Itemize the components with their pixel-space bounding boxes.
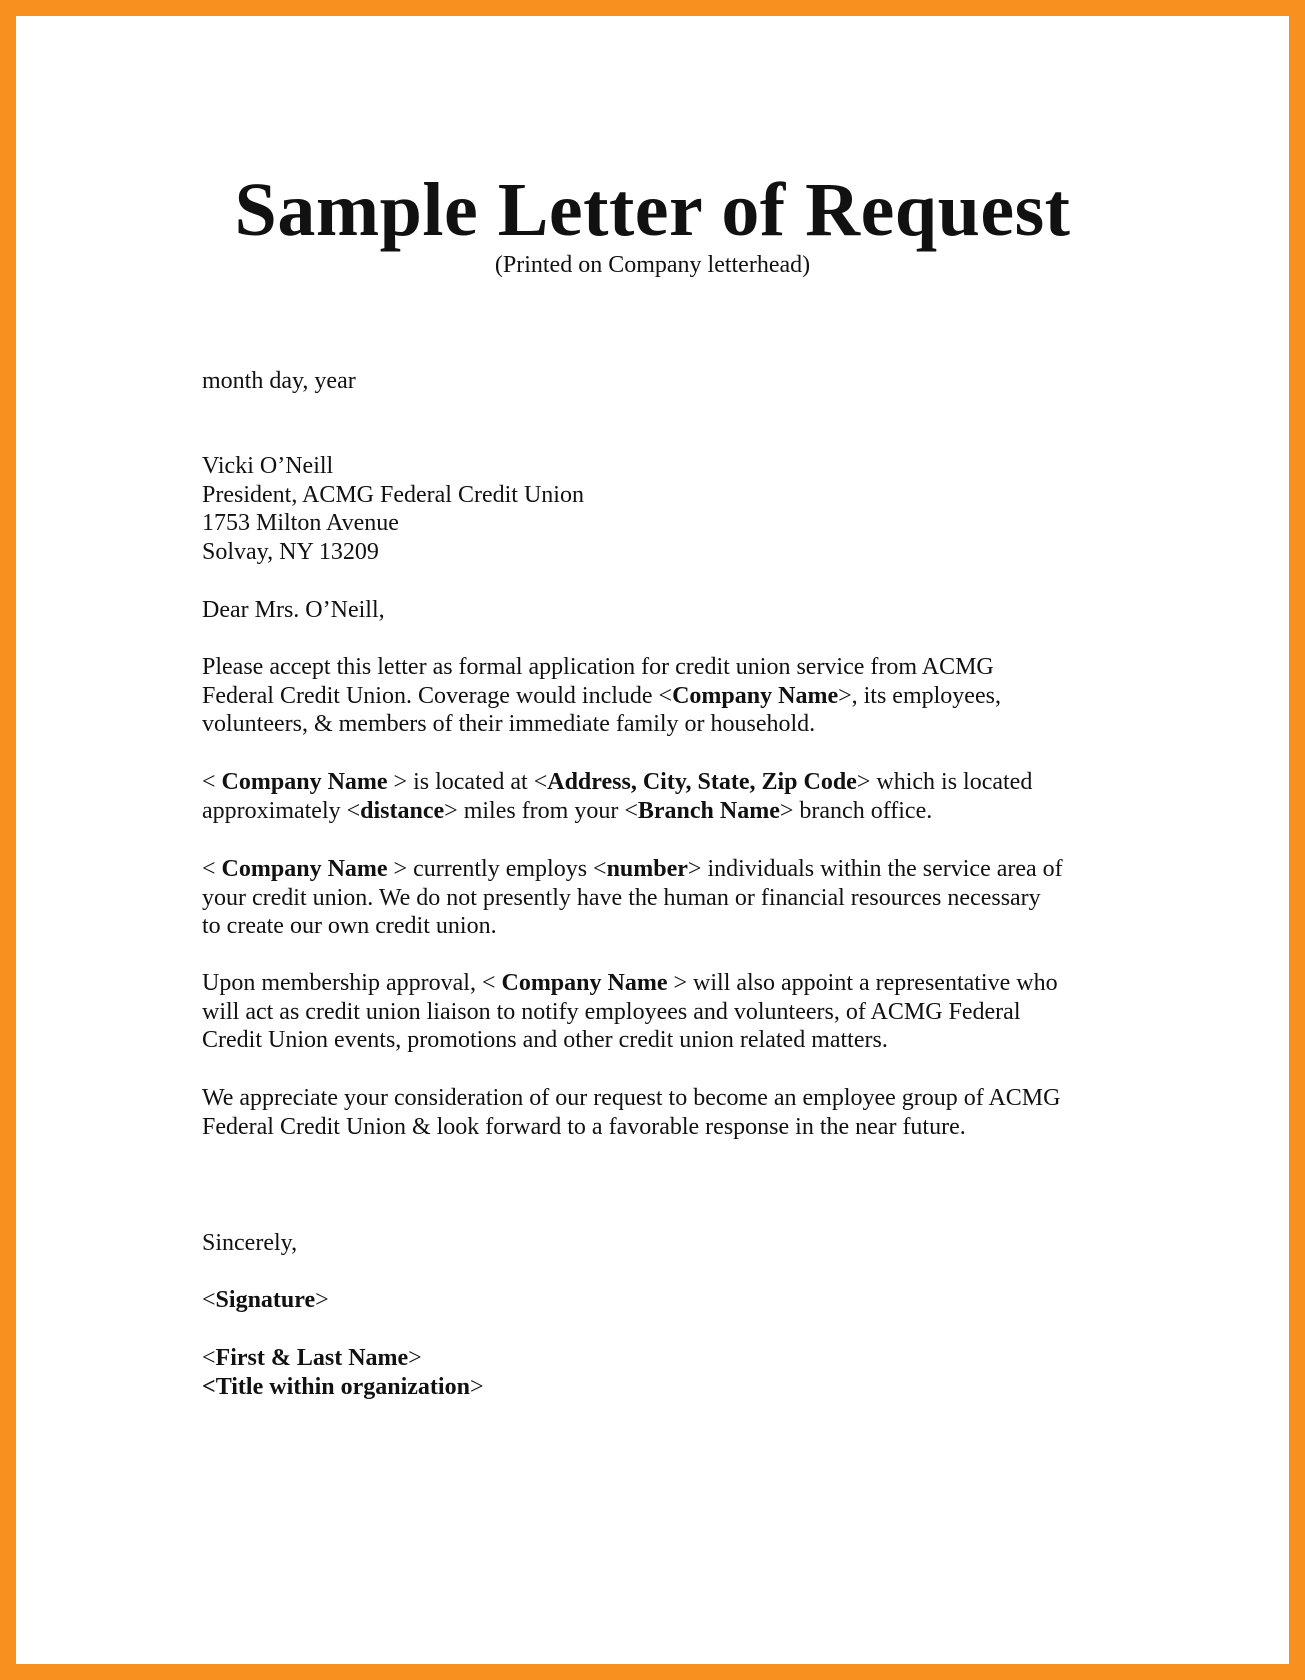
text-run: > bbox=[408, 1345, 422, 1371]
text-run: < bbox=[202, 1345, 216, 1371]
paragraph-representative bbox=[202, 969, 1058, 1055]
text-run: Federal Credit Union. Coverage would include < bbox=[202, 682, 673, 709]
paragraph-line bbox=[202, 969, 1058, 998]
paragraph-line: volunteers, & members of their immediate family or household. bbox=[202, 711, 816, 738]
letter-title: Sample Letter of Request bbox=[234, 168, 1071, 252]
text-run: >, its employees, bbox=[838, 682, 1001, 709]
paragraph-appreciation bbox=[202, 1084, 1060, 1141]
sender-name-placeholder bbox=[202, 1344, 483, 1373]
paragraph-line bbox=[202, 768, 1032, 797]
text-run: < bbox=[202, 856, 222, 882]
paragraph-line: will act as credit union liaison to notify employees and volunteers, of ACMG Federal bbox=[202, 998, 1021, 1025]
recipient-street: 1753 Milton Avenue bbox=[202, 510, 399, 537]
paragraph-line: Please accept this letter as formal application for credit union service from ACMG bbox=[202, 654, 994, 680]
recipient-city: Solvay, NY 13209 bbox=[202, 539, 379, 566]
placeholder-branch-name: Branch Name bbox=[637, 797, 780, 824]
paragraph-employees bbox=[202, 855, 1063, 941]
recipient-position: President, ACMG Federal Credit Union bbox=[202, 481, 584, 508]
text-run: > which is located bbox=[856, 769, 1033, 795]
sender-name-label: First & Last Name bbox=[215, 1345, 409, 1371]
text-run: < bbox=[202, 1287, 216, 1313]
paragraph-line bbox=[202, 682, 1001, 711]
paragraph-location bbox=[202, 768, 1032, 825]
text-run: > is located at < bbox=[387, 769, 548, 795]
paragraph-application bbox=[202, 653, 1001, 739]
placeholder-number: number bbox=[606, 856, 688, 882]
text-run: > bbox=[315, 1287, 329, 1313]
text-run: > branch office. bbox=[779, 797, 933, 824]
letter-date: month day, year bbox=[202, 368, 356, 394]
text-run: > will also appoint a representative who bbox=[667, 970, 1058, 996]
signature-label: Signature bbox=[215, 1287, 316, 1313]
signature-placeholder bbox=[202, 1286, 329, 1315]
paragraph-line: Federal Credit Union & look forward to a favorable response in the near future. bbox=[202, 1113, 966, 1140]
text-run: Upon membership approval, < bbox=[202, 970, 502, 996]
text-run: approximately < bbox=[202, 797, 361, 824]
placeholder-company-name: Company Name bbox=[221, 769, 388, 795]
sender-title-label: Title within organization bbox=[215, 1373, 470, 1400]
placeholder-address: Address, City, State, Zip Code bbox=[547, 769, 857, 795]
text-run: < bbox=[202, 1373, 216, 1400]
text-run: > currently employs < bbox=[387, 856, 607, 882]
sender-title-placeholder bbox=[202, 1373, 483, 1402]
text-run: > individuals within the service area of bbox=[687, 856, 1063, 882]
recipient-address bbox=[202, 452, 584, 567]
placeholder-company-name: Company Name bbox=[221, 856, 388, 882]
recipient-name: Vicki O’Neill bbox=[202, 453, 334, 479]
paragraph-line: to create our own credit union. bbox=[202, 913, 497, 940]
text-run: > miles from your < bbox=[444, 797, 638, 824]
closing: Sincerely, bbox=[202, 1230, 298, 1256]
placeholder-distance: distance bbox=[360, 797, 445, 824]
placeholder-company-name: Company Name bbox=[501, 970, 668, 996]
paragraph-line: Credit Union events, promotions and other credit union related matters. bbox=[202, 1027, 888, 1054]
text-run: < bbox=[202, 769, 222, 795]
paragraph-line bbox=[202, 855, 1063, 884]
text-run: > bbox=[469, 1373, 484, 1400]
paragraph-line bbox=[202, 797, 1032, 826]
salutation: Dear Mrs. O’Neill, bbox=[202, 597, 385, 623]
paragraph-line: We appreciate your consideration of our request to become an employee group of ACMG bbox=[202, 1085, 1061, 1111]
placeholder-company-name: Company Name bbox=[672, 682, 839, 709]
letter-subtitle: (Printed on Company letterhead) bbox=[494, 252, 811, 278]
paragraph-line: your credit union. We do not presently have the human or financial resources necessary bbox=[202, 884, 1041, 911]
sender-block bbox=[202, 1344, 483, 1401]
